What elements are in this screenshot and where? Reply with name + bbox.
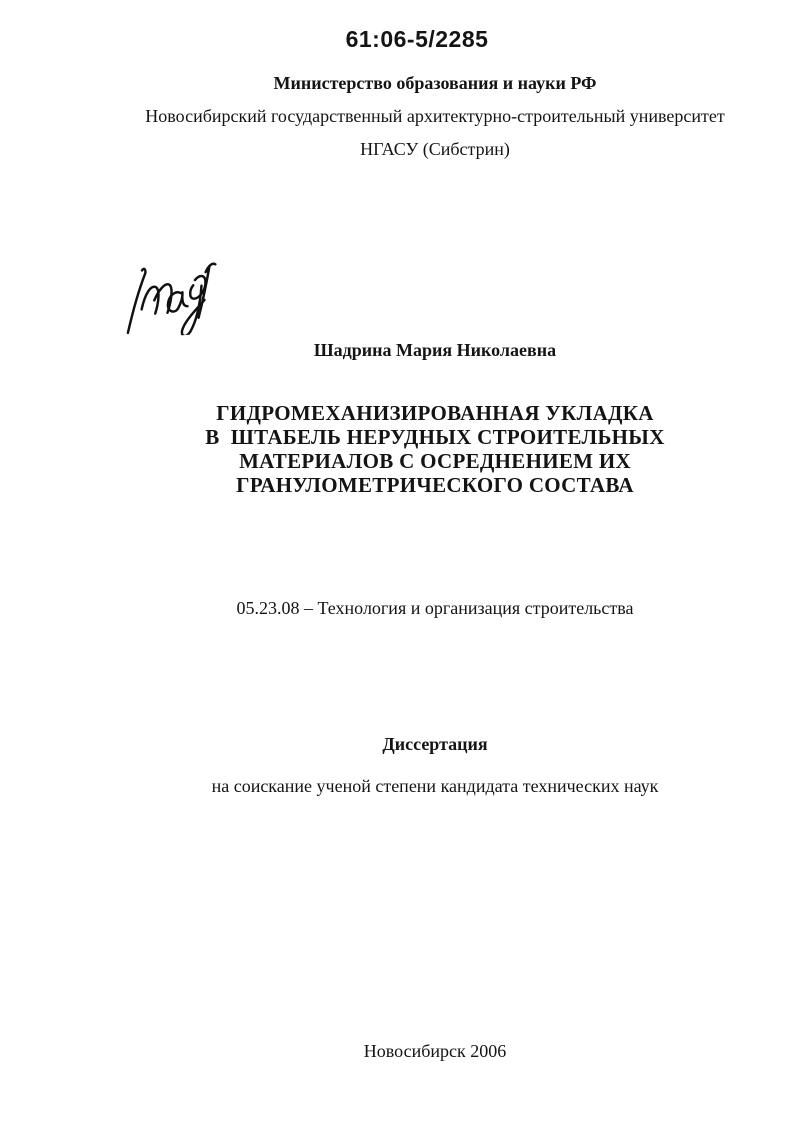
signature-icon [115, 240, 225, 339]
university-abbreviation: НГАСУ (Сибстрин) [360, 139, 510, 159]
title-line-4: ГРАНУЛОМЕТРИЧЕСКОГО СОСТАВА [236, 473, 634, 497]
degree-pursuit-line: на соискание ученой степени кандидата технических наук [211, 776, 659, 796]
catalog-number: 61:06-5/2285 [345, 26, 489, 52]
title-line-2: В ШТАБЕЛЬ НЕРУДНЫХ СТРОИТЕЛЬНЫХ [205, 425, 665, 449]
university-name: Новосибирский государственный архитектурно-строительный университет [145, 106, 725, 126]
title-line-1: ГИДРОМЕХАНИЗИРОВАННАЯ УКЛАДКА [216, 401, 654, 425]
specialty-code-line: 05.23.08 – Технология и организация строительства [236, 598, 634, 618]
handwritten-signature [115, 240, 225, 339]
title-line-3: МАТЕРИАЛОВ С ОСРЕДНЕНИЕМ ИХ [239, 449, 631, 473]
document-type-label: Диссертация [382, 734, 488, 754]
author-name: Шадрина Мария Николаевна [313, 340, 557, 360]
city-year-line: Новосибирск 2006 [363, 1041, 507, 1061]
dissertation-title [76, 401, 794, 497]
ministry-line: Министерство образования и науки РФ [273, 73, 597, 93]
